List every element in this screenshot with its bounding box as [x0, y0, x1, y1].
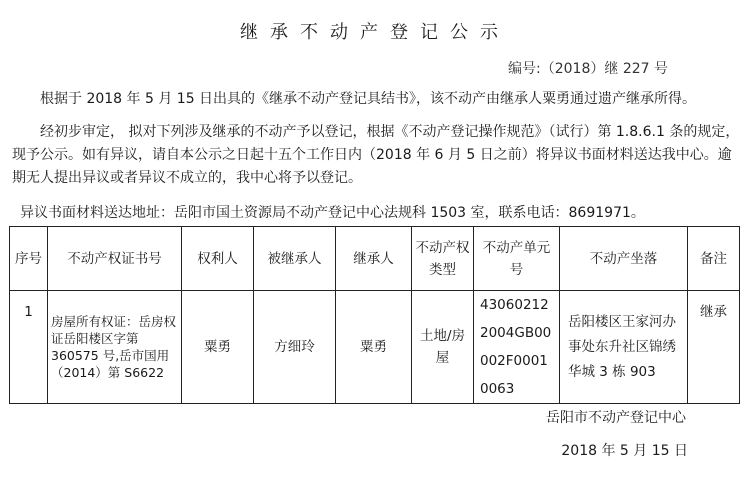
page-title: 继承不动产登记公示 — [240, 22, 510, 43]
cell-type: 土地/房屋 — [412, 291, 474, 404]
table-row — [10, 291, 740, 404]
header-location: 不动产坐落 — [560, 227, 688, 291]
paragraph-review: 经初步审定， 拟对下列涉及继承的不动产予以登记，根据《不动产登记操作规范》（试行）第 1.8.6.1 条的规定，现予公示。如有异议，请自本公示之日起十五个工作日内（2018 年 6 月 5 日之前）将异议书面材料送达我中心。逾期无人提出异议或者异议不成立的，我中心将予以登记。 — [12, 124, 740, 186]
cell-location: 岳阳楼区王家河办事处东升社区锦绣华城 3 栋 903 — [560, 291, 688, 404]
header-note: 备注 — [688, 227, 740, 291]
cell-heir: 粟勇 — [336, 291, 412, 404]
table-header-row — [10, 227, 740, 291]
header-heir: 继承人 — [336, 227, 412, 291]
issue-date: 2018 年 5 月 15 日 — [561, 443, 688, 459]
cell-decedent: 方细玲 — [254, 291, 336, 404]
header-decedent: 被继承人 — [254, 227, 336, 291]
cell-seq: 1 — [10, 291, 48, 404]
cell-unit: 430602122004GB00002F00010063 — [474, 291, 560, 404]
header-unit: 不动产单元号 — [474, 227, 560, 291]
registration-table — [9, 226, 740, 404]
header-type: 不动产权类型 — [412, 227, 474, 291]
paragraph-address: 异议书面材料送达地址：岳阳市国土资源局不动产登记中心法规科 1503 室，联系电话：8691971。 — [20, 205, 645, 221]
header-cert: 不动产权证书号 — [48, 227, 182, 291]
issuing-org: 岳阳市不动产登记中心 — [546, 410, 686, 426]
cell-note: 继承 — [688, 291, 740, 404]
header-holder: 权利人 — [182, 227, 254, 291]
cell-holder: 粟勇 — [182, 291, 254, 404]
paragraph-basis: 根据于 2018 年 5 月 15 日出具的《继承不动产登记具结书》，该不动产由继承人粟勇通过遗产继承所得。 — [40, 91, 697, 107]
header-seq: 序号 — [10, 227, 48, 291]
cell-cert: 房屋所有权证：岳房权证岳阳楼区字第 360575 号,岳市国用（2014）第 S6622 — [48, 291, 182, 404]
serial-number: 编号:（2018）继 227 号 — [508, 61, 668, 77]
